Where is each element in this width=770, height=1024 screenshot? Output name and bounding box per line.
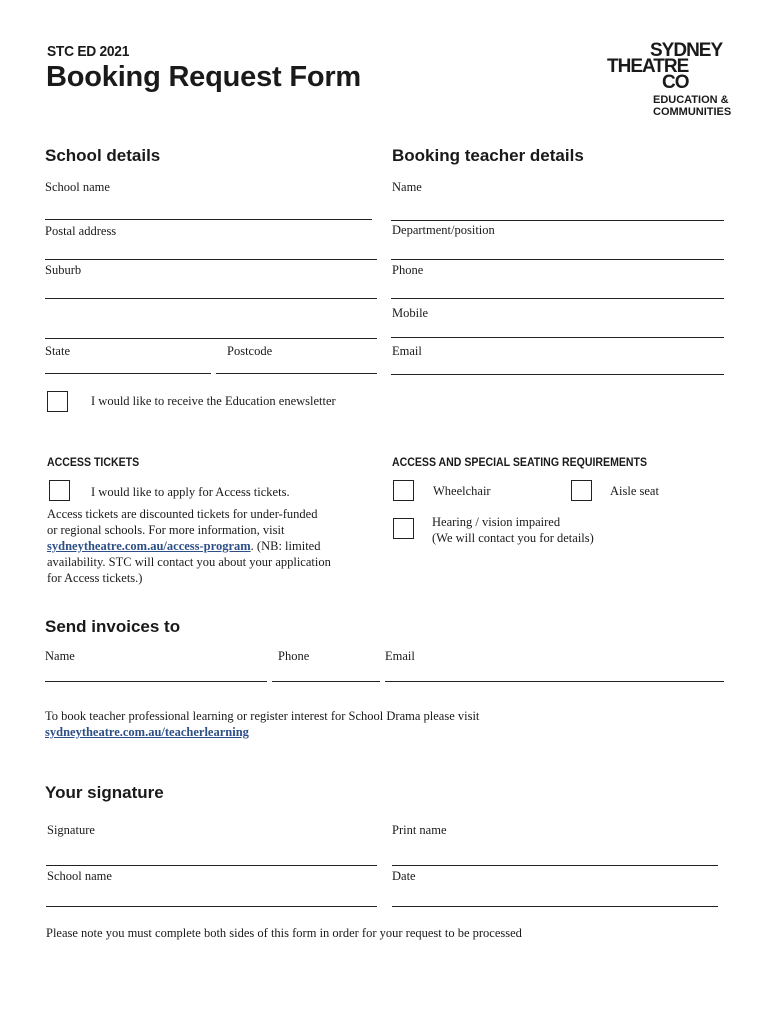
access-tickets-heading: ACCESS TICKETS [47,455,140,469]
wheelchair-checkbox[interactable] [393,480,414,501]
access-desc-line-3: . (NB: limited [250,539,321,553]
access-tickets-checkbox[interactable] [49,480,70,501]
logo-line-3: CO [662,72,689,93]
teacher-phone-field[interactable] [391,298,724,299]
logo-sub-2: COMMUNITIES [653,106,732,118]
access-desc-line-5: for Access tickets.) [47,571,143,585]
newsletter-label: I would like to receive the Education enewsletter [91,394,336,408]
wheelchair-label: Wheelchair [433,484,491,498]
print-name-label: Print name [392,823,447,837]
invoices-heading: Send invoices to [45,617,181,636]
date-label: Date [392,869,416,883]
signature-field[interactable] [46,865,377,866]
page-title: Booking Request Form [46,61,362,93]
seating-heading: ACCESS AND SPECIAL SEATING REQUIREMENTS [392,455,648,469]
hearing-line-2: (We will contact you for details) [432,531,594,545]
signature-school-name-label: School name [47,869,112,883]
aisle-seat-checkbox[interactable] [571,480,592,501]
logo-sub-1: EDUCATION & [653,94,729,106]
access-tickets-label: I would like to apply for Access tickets. [91,485,290,499]
hearing-vision-label [432,514,594,546]
teacher-learning-link[interactable]: sydneytheatre.com.au/teacherlearning [45,725,249,739]
invoice-phone-label: Phone [278,649,310,663]
address-extra-field[interactable] [45,338,377,339]
aisle-seat-label: Aisle seat [610,484,659,498]
school-details-heading: School details [45,146,161,165]
state-field[interactable] [45,373,211,374]
invoice-name-field[interactable] [45,681,267,682]
date-field[interactable] [392,906,718,907]
logo-line-2: THEATRE [607,56,689,77]
stc-logo [600,40,732,123]
access-tickets-description [47,506,377,586]
newsletter-checkbox[interactable] [47,391,68,412]
invoice-phone-field[interactable] [272,681,380,682]
access-program-link[interactable]: sydneytheatre.com.au/access-program [47,539,251,553]
school-name-field[interactable] [45,219,372,220]
signature-school-name-field[interactable] [46,906,377,907]
hearing-vision-checkbox[interactable] [393,518,414,539]
teacher-learning-note [45,708,665,740]
teacher-name-label: Name [392,180,422,194]
access-desc-line-4: availability. STC will contact you about your application [47,555,331,569]
form-kicker: STC ED 2021 [47,43,130,60]
teacher-email-field[interactable] [391,374,724,375]
mobile-label: Mobile [392,306,429,320]
teacher-details-heading: Booking teacher details [392,146,584,165]
hearing-line-1: Hearing / vision impaired [432,515,561,529]
postcode-field[interactable] [216,373,377,374]
teacher-email-label: Email [392,344,422,358]
postcode-label: Postcode [227,344,273,358]
logo-line-1: SYDNEY [650,40,723,61]
access-desc-line-1: Access tickets are discounted tickets for under-funded [47,507,318,521]
mobile-field[interactable] [391,337,724,338]
signature-heading: Your signature [45,783,164,802]
teacher-phone-label: Phone [392,263,424,277]
invoice-email-label: Email [385,649,415,663]
department-label: Department/position [392,223,495,237]
postal-address-label: Postal address [45,224,117,238]
suburb-field[interactable] [45,298,377,299]
invoice-email-field[interactable] [385,681,724,682]
print-name-field[interactable] [392,865,718,866]
signature-label: Signature [47,823,95,837]
access-desc-line-2: or regional schools. For more information, visit [47,523,285,537]
department-field[interactable] [391,259,724,260]
teacher-learning-text: To book teacher professional learning or register interest for School Drama please visit [45,709,480,723]
postal-address-field[interactable] [45,259,377,260]
suburb-label: Suburb [45,263,82,277]
invoice-name-label: Name [45,649,75,663]
teacher-name-field[interactable] [391,220,724,221]
state-label: State [45,344,70,358]
school-name-label: School name [45,180,110,194]
footer-note: Please note you must complete both sides of this form in order for your request to be processed [46,926,522,940]
